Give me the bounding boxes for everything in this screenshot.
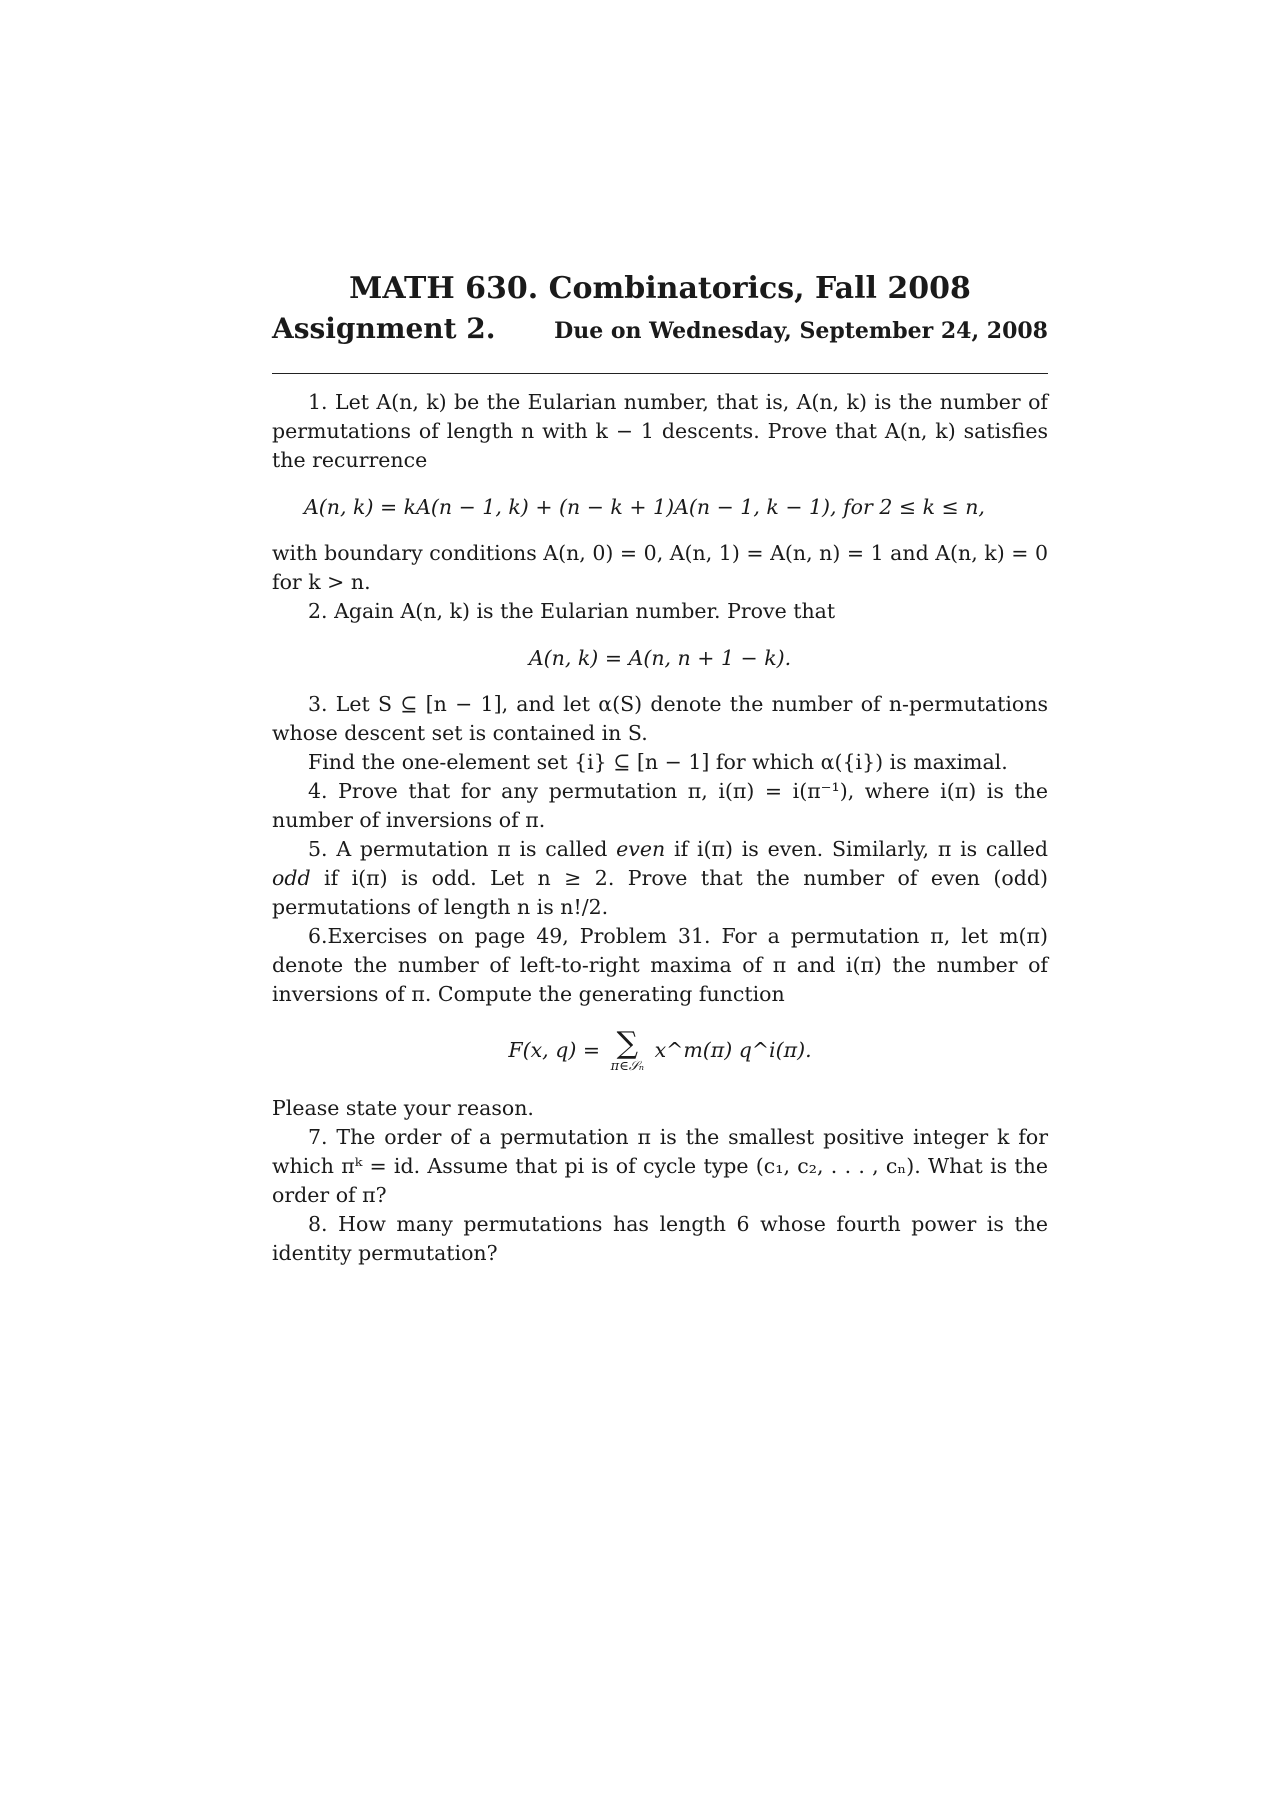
term-odd: odd bbox=[272, 866, 311, 890]
problem-7: 7. The order of a permutation π is the smallest positive integer k for which πᵏ = id. Assume that pi is of cycle type (c₁, c₂, . . . , cₙ). What is the order of π? bbox=[272, 1125, 1048, 1207]
problem-3-find: Find the one-element set {i} ⊆ [n − 1] for which α({i}) is maximal. bbox=[308, 750, 1008, 774]
problem-5 bbox=[272, 835, 1048, 922]
subtitle-row bbox=[272, 312, 1048, 345]
term-even: even bbox=[616, 837, 666, 861]
assignment-page bbox=[272, 270, 1048, 1268]
problem-6-reason: Please state your reason. bbox=[272, 1096, 534, 1120]
problem-4: 4. Prove that for any permutation π, i(π) = i(π⁻¹), where i(π) is the number of inversions of π. bbox=[272, 779, 1048, 832]
problem-6-equation bbox=[272, 1026, 1048, 1074]
problem-5-part-a: 5. A permutation π is called bbox=[308, 837, 617, 861]
problem-2-equation: A(n, k) = A(n, n + 1 − k). bbox=[528, 646, 792, 670]
problem-1-equation: A(n, k) = kA(n − 1, k) + (n − k + 1)A(n − 1, k − 1), for 2 ≤ k ≤ n, bbox=[304, 495, 985, 519]
divider bbox=[272, 373, 1048, 374]
problem-1: 1. Let A(n, k) be the Eularian number, that is, A(n, k) is the number of permutations of length n with k − 1 descents. Prove that A(n, k) satisfies the recurrence bbox=[272, 390, 1048, 472]
equation-lhs: F(x, q) = bbox=[508, 1038, 601, 1062]
problem-8: 8. How many permutations has length 6 whose fourth power is the identity permutation? bbox=[272, 1212, 1048, 1265]
problem-5-part-c: if i(π) is odd. Let n ≥ 2. Prove that the number of even (odd) permutations of length n is n!/2. bbox=[272, 866, 1048, 919]
problem-6: 6.Exercises on page 49, Problem 31. For a permutation π, let m(π) denote the number of left-to-right maxima of π and i(π) the number of inversions of π. Compute the generating function bbox=[272, 924, 1048, 1006]
sum-symbol: ∑ bbox=[616, 1026, 639, 1061]
summation bbox=[610, 1026, 645, 1074]
due-date: Due on Wednesday, September 24, 2008 bbox=[554, 318, 1048, 344]
equation-rhs: x^m(π) q^i(π). bbox=[654, 1038, 812, 1062]
problem-5-part-b: if i(π) is even. Similarly, π is called bbox=[665, 837, 1049, 861]
problem-3: 3. Let S ⊆ [n − 1], and let α(S) denote the number of n-permutations whose descent set is contained in S. bbox=[272, 692, 1048, 745]
problem-2: 2. Again A(n, k) is the Eularian number. Prove that bbox=[308, 599, 836, 623]
sum-subscript: π∈𝒮ₙ bbox=[610, 1059, 645, 1074]
assignment-label: Assignment 2. bbox=[272, 312, 496, 345]
problem-1-boundary: with boundary conditions A(n, 0) = 0, A(n, 1) = A(n, n) = 1 and A(n, k) = 0 for k > n. bbox=[272, 541, 1048, 594]
course-title: MATH 630. Combinatorics, Fall 2008 bbox=[349, 271, 971, 306]
